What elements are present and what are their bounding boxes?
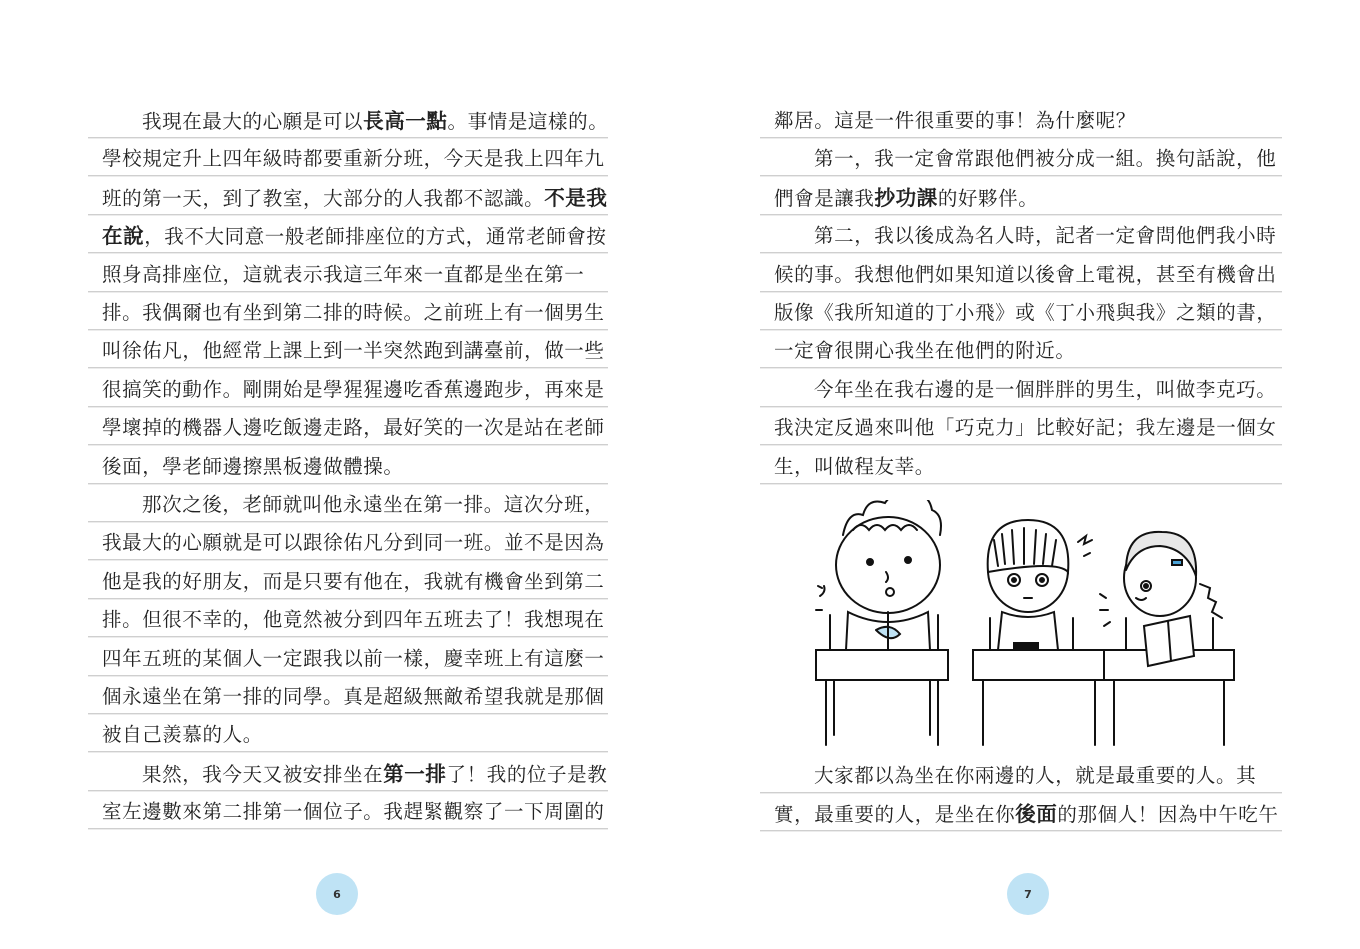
text-line: [760, 330, 1282, 368]
text-line-content: [760, 797, 1279, 827]
text-span: 室左邊數來第二排第一個位子。我趕緊觀察了一下周圍的: [102, 800, 605, 824]
text-line: [88, 561, 608, 599]
emphasis-text: 第一排: [383, 761, 447, 786]
text-line-content: [88, 527, 605, 555]
text-line: [760, 215, 1282, 253]
text-span: 第二，我以後成為名人時，記者一定會問他們我小時: [814, 224, 1277, 248]
emphasis-text: 後面: [1015, 802, 1058, 827]
text-line: [760, 254, 1282, 292]
text-line-content: [88, 489, 604, 517]
text-line: [88, 407, 608, 445]
text-span: 我決定反過來叫他「巧克力」比較好記；我左邊是一個女: [774, 416, 1277, 440]
text-line: [88, 753, 608, 791]
text-line: [88, 484, 608, 522]
text-line: [88, 791, 608, 829]
text-line-content: [88, 181, 608, 211]
text-line-content: [760, 220, 1276, 248]
text-line-content: [88, 412, 605, 440]
text-line: [760, 138, 1282, 176]
text-line: [760, 100, 1282, 138]
text-line-content: [760, 760, 1256, 788]
text-line: [88, 676, 608, 714]
text-span: 果然，我今天又被安排坐在: [142, 762, 384, 786]
text-span: 我現在最大的心願是可以: [142, 110, 364, 133]
text-line-content: [88, 643, 605, 671]
page-number-left-label: 6: [333, 887, 341, 901]
line-rule: [760, 830, 1282, 831]
text-line-content: [760, 259, 1277, 287]
text-span: 鄰居。這是一件很重要的事！為什麼呢？: [774, 109, 1136, 132]
emphasis-text: 不是我: [544, 185, 608, 210]
text-span: ，我不大同意一般老師排座位的方式，通常老師會按: [144, 225, 607, 249]
text-span: 實，最重要的人，是坐在你: [774, 803, 1016, 827]
page-number-right-label: 7: [1024, 887, 1032, 901]
desk-left: [816, 650, 948, 745]
text-span: 叫徐佑凡，他經常上課上到一半突然跑到講臺前，做一些: [102, 339, 605, 363]
text-span: 版像《我所知道的丁小飛》或《丁小飛與我》之類的書，: [774, 301, 1277, 324]
text-line-content: [760, 143, 1276, 171]
text-span: 生，叫做程友莘。: [774, 454, 935, 478]
text-line: [88, 254, 608, 292]
text-line-content: [88, 604, 605, 632]
text-line-content: [88, 374, 605, 402]
text-span: 被自己羨慕的人。: [102, 723, 263, 747]
text-line: [88, 100, 608, 138]
text-span: 個永遠坐在第一排的同學。真是超級無敵希望我就是那個: [102, 685, 605, 708]
text-line-content: [88, 451, 404, 479]
text-line-content: [760, 412, 1277, 440]
boy-chubby: [836, 500, 941, 650]
text-span: 排。我偶爾也有坐到第二排的時候。之前班上有一個男生: [102, 301, 605, 324]
text-line: [88, 177, 608, 215]
text-line: [88, 522, 608, 560]
text-line: [88, 638, 608, 676]
text-span: 排。但很不幸的，他竟然被分到四年五班去了！我想現在: [102, 608, 605, 632]
emphasis-text: 長高一點: [363, 109, 448, 133]
text-line: [88, 215, 608, 253]
text-line: [760, 369, 1282, 407]
text-span: 學壞掉的機器人邊吃飯邊走路，最好笑的一次是站在老師: [102, 416, 605, 440]
line-rule: [88, 828, 608, 829]
text-span: 班的第一天，到了教室，大部分的人我都不認識。: [102, 186, 545, 210]
text-span: 大家都以為坐在你兩邊的人，就是最重要的人。其: [814, 764, 1257, 787]
text-line: [760, 177, 1282, 215]
text-span: 今年坐在我右邊的是一個胖胖的男生，叫做李克巧。: [814, 377, 1277, 401]
text-span: 了！我的位子是教: [446, 762, 608, 786]
text-line-content: [88, 259, 584, 287]
text-span: 候的事。我想他們如果知道以後會上電視，甚至有機會出: [774, 262, 1277, 286]
text-span: 學校規定升上四年級時都要重新分班，今天是我上四年九: [102, 147, 605, 171]
text-line-content: [88, 335, 605, 363]
page-number-left: [316, 873, 358, 915]
text-line: [760, 793, 1282, 831]
text-span: 的好夥伴。: [937, 186, 1039, 210]
text-line-content: [88, 104, 608, 134]
text-line: [88, 330, 608, 368]
desk-middle: [973, 650, 1105, 745]
page-number-right: [1007, 873, 1049, 915]
text-line-content: [88, 219, 607, 249]
text-span: 我最大的心願就是可以跟徐佑凡分到同一班。並不是因為: [102, 531, 605, 555]
text-span: 四年五班的某個人一定跟我以前一樣，慶幸班上有這麼一: [102, 646, 605, 670]
text-line-content: [760, 451, 935, 479]
text-line: [88, 369, 608, 407]
text-span: 一定會很開心我坐在他們的附近。: [774, 339, 1076, 363]
girl-reading: [1100, 532, 1222, 666]
text-line: [760, 407, 1282, 445]
text-line-content: [88, 681, 605, 709]
line-rule: [760, 483, 1282, 484]
text-span: 的那個人！因為中午吃午: [1057, 803, 1279, 827]
text-line-content: [88, 297, 605, 325]
emphasis-text: 抄功課: [874, 185, 938, 210]
text-line-content: [88, 796, 605, 824]
text-line-content: [88, 566, 605, 594]
text-span: 們會是讓我: [774, 186, 875, 210]
text-span: 。事情是這樣的。: [447, 110, 609, 133]
text-line: [760, 446, 1282, 484]
text-line: [760, 755, 1282, 793]
text-line-content: [760, 105, 1136, 133]
text-span: 照身高排座位，這就表示我這三年來一直都是坐在第一: [102, 262, 585, 286]
text-line: [760, 292, 1282, 330]
text-span: 第一，我一定會常跟他們被分成一組。換句話說，他: [814, 147, 1277, 171]
classroom-illustration: [808, 500, 1248, 750]
text-line: [88, 292, 608, 330]
text-line-content: [760, 181, 1038, 211]
text-span: 那次之後，老師就叫他永遠坐在第一排。這次分班，: [142, 493, 605, 516]
text-span: 他是我的好朋友，而是只要有他在，我就有機會坐到第二: [102, 569, 605, 593]
text-line-content: [760, 335, 1076, 363]
desk-right: [1104, 650, 1234, 745]
text-line: [88, 714, 608, 752]
text-line-content: [88, 143, 605, 171]
text-line-content: [88, 757, 607, 787]
text-line: [88, 599, 608, 637]
text-line: [88, 138, 608, 176]
text-line: [88, 446, 608, 484]
text-line-content: [760, 374, 1276, 402]
boy-bowlcut: [988, 520, 1092, 650]
text-span: 很搞笑的動作。剛開始是學猩猩邊吃香蕉邊跑步，再來是: [102, 377, 605, 401]
text-line-content: [88, 719, 263, 747]
emphasis-text: 在說: [102, 224, 145, 249]
text-line-content: [760, 297, 1277, 325]
text-span: 後面，學老師邊擦黑板邊做體操。: [102, 454, 404, 478]
